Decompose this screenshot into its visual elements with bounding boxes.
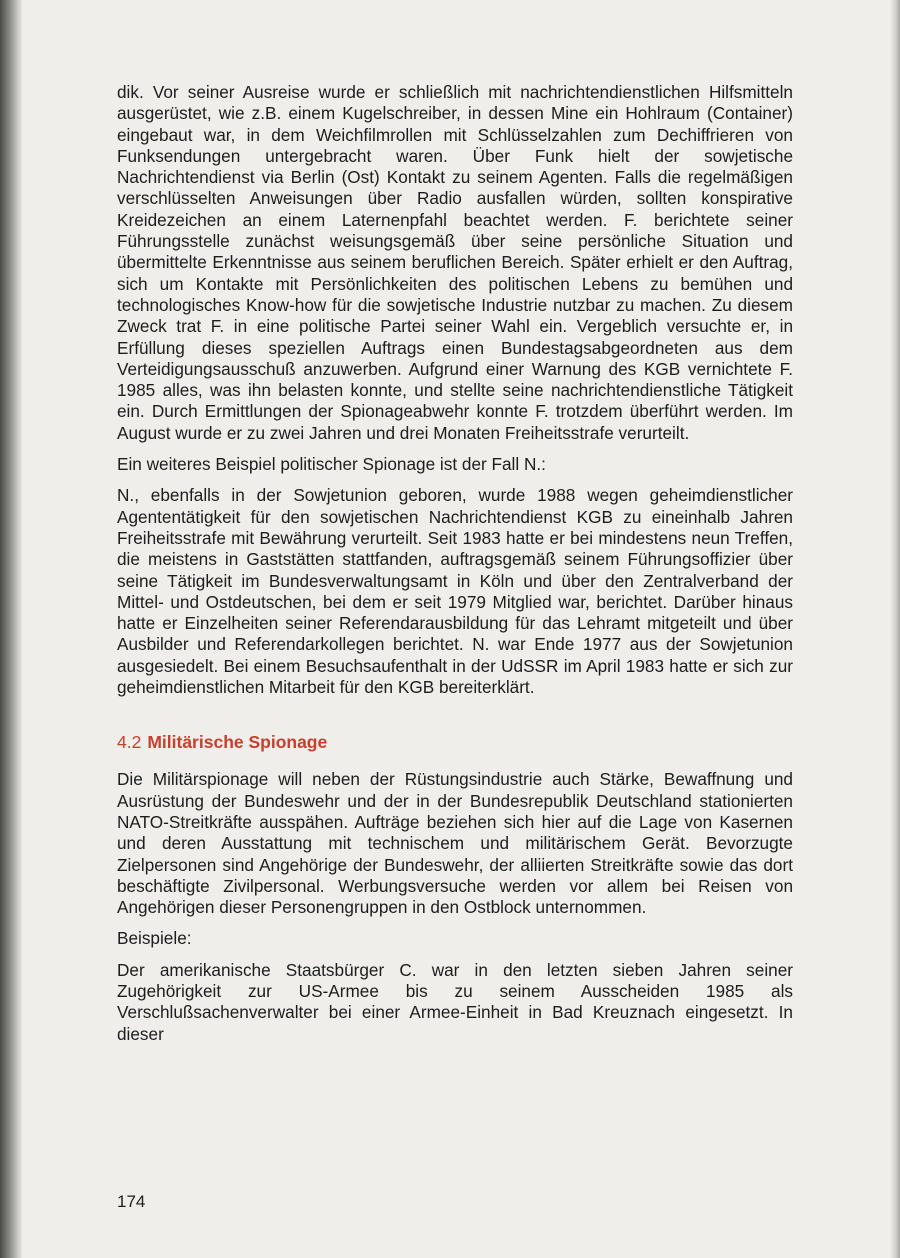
paragraph-examples-label: Beispiele: xyxy=(117,928,192,949)
paragraph-intro-case-n: Ein weiteres Beispiel politischer Spionage ist der Fall N.: xyxy=(117,454,546,475)
section-heading xyxy=(117,732,793,753)
page-edge-shadow xyxy=(890,0,900,1258)
section-title: Militärische Spionage xyxy=(147,732,328,753)
paragraph-military-espionage: Die Militärspionage will neben der Rüstungsindustrie auch Stärke, Bewaffnung und Ausrüstung der Bundeswehr und der in der Bundesrepublik Deutschland stationierten NATO-Streitkräfte ausspähen. Aufträge beziehen sich hier auf die Lage von Kasernen und deren Ausstattung mit technischem und militärischem Gerät. Bevorzugte Zielpersonen sind Angehörige der Bundeswehr, der alliierten Streitkräfte sowie das dort beschäftigte Zivilpersonal. Werbungsversuche werden vor allem bei Reisen von Angehörigen dieser Personengruppen in den Ostblock unternommen. xyxy=(117,769,793,918)
paragraph-case-n: N., ebenfalls in der Sowjetunion geboren, wurde 1988 wegen geheimdienstlicher Agententätigkeit für den sowjetischen Nachrichtendienst KGB zu eineinhalb Jahren Freiheitsstrafe mit Bewährung verurteilt. Seit 1983 hatte er bei mindestens neun Treffen, die meistens in Gaststätten stattfanden, auftragsgemäß seinem Führungsoffizier über seine Tätigkeit im Bundesverwaltungsamt in Köln und über den Zentralverband der Mittel- und Ostdeutschen, bei dem er seit 1979 Mitglied war, berichtet. Darüber hinaus hatte er Einzelheiten seiner Referendarausbildung für das Lehramt mitgeteilt und über Ausbilder und Referendarkollegen berichtet. N. war Ende 1977 aus der Sowjetunion ausgesiedelt. Bei einem Besuchsaufenthalt in der UdSSR im April 1983 hatte er sich zur geheimdienstlichen Mitarbeit für den KGB bereiterklärt. xyxy=(117,485,793,698)
paragraph-case-c: Der amerikanische Staatsbürger C. war in den letzten sieben Jahren seiner Zugehörigkeit zur US-Armee bis zu seinem Ausscheiden 1985 als Verschlußsachenverwalter bei einer Armee-Einheit in Bad Kreuznach eingesetzt. In dieser xyxy=(117,959,793,1044)
paragraph-case-f: dik. Vor seiner Ausreise wurde er schließlich mit nachrichtendienstlichen Hilfsmitteln ausgerüstet, wie z.B. einem Kugelschreiber, in dessen Mine ein Hohlraum (Container) eingebaut war, in dem Weichfilmrollen mit Schlüsselzahlen zum Dechiffrieren von Funksendungen untergebracht waren. Über Funk hielt der sowjetische Nachrichtendienst via Berlin (Ost) Kontakt zu seinem Agenten. Falls die regelmäßigen verschlüsselten Anweisungen über Radio ausfallen würden, sollten konspirative Kreidezeichen an einem Laternenpfahl beachtet werden. F. berichtete seiner Führungsstelle zunächst weisungsgemäß über seine persönliche Situation und übermittelte Erkenntnisse aus seinem beruflichen Bereich. Später erhielt er den Auftrag, sich um Kontakte mit Persönlichkeiten des politischen Lebens zu bemühen und technologisches Know-how für die sowjetische Industrie nutzbar zu machen. Zu diesem Zweck trat F. in eine politische Partei seiner Wahl ein. Vergeblich versuchte er, in Erfüllung dieses speziellen Auftrags einen Bundestagsabgeordneten aus dem Verteidigungsausschuß anzuwerben. Aufgrund einer Warnung des KGB vernichtete F. 1985 alles, was ihn belasten konnte, und stellte seine nachrichtendienstliche Tätigkeit ein. Durch Ermittlungen der Spionageabwehr konnte F. trotzdem überführt werden. Im August wurde er zu zwei Jahren und drei Monaten Freiheitsstrafe verurteilt. xyxy=(117,82,793,443)
section-number: 4.2 xyxy=(117,732,142,753)
page-body xyxy=(117,82,793,1055)
page-number: 174 xyxy=(117,1192,146,1211)
book-spine-shadow xyxy=(0,0,22,1258)
